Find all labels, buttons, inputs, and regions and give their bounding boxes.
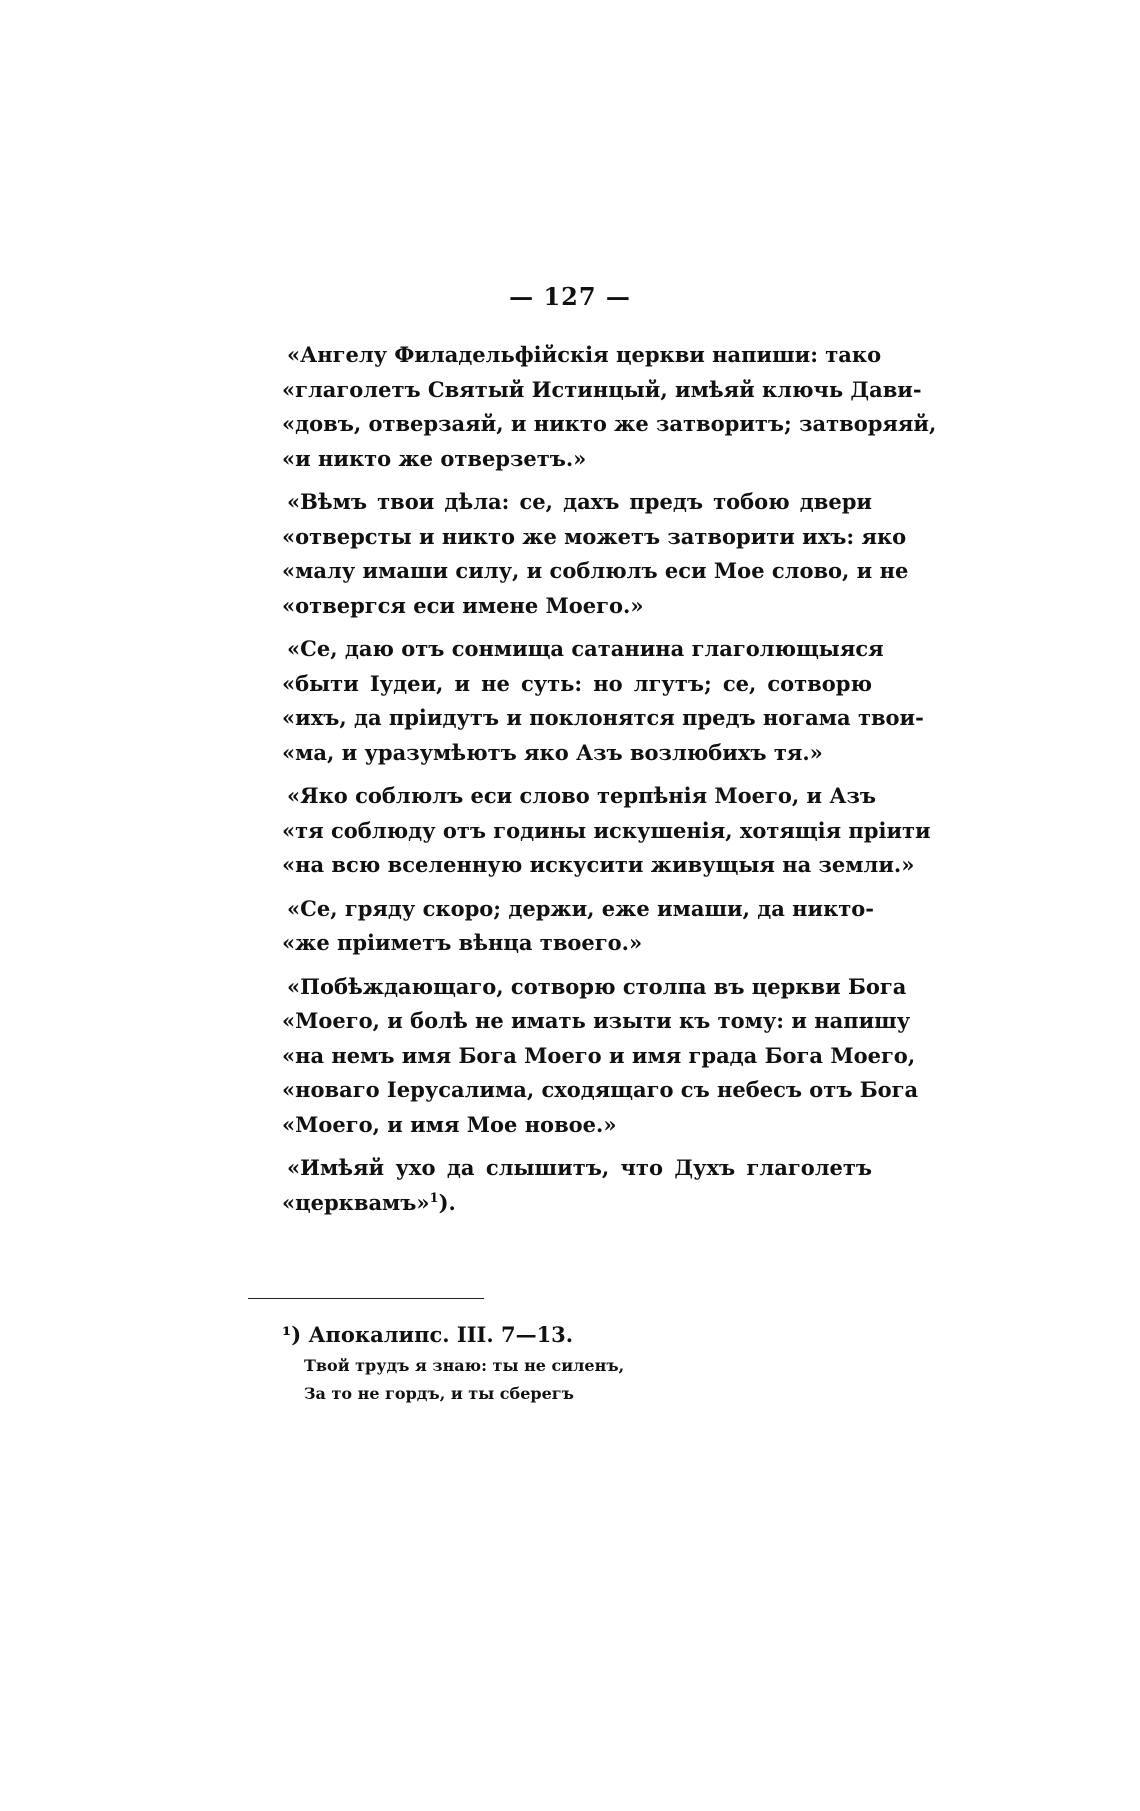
footnote-reference-line	[282, 1318, 702, 1352]
text-line: «Се, даю отъ сонмища сатанина глаголющыяся	[287, 636, 884, 661]
main-text	[282, 338, 937, 1229]
text-line: «Яко соблюлъ еси слово терпѣнія Моего, и Азъ	[287, 783, 877, 808]
text-line: «Моего, и имя Мое новое.»	[282, 1111, 617, 1137]
page-number: — 127 —	[509, 282, 631, 311]
text-line: «отвергся еси имене Моего.»	[282, 592, 644, 618]
footnote-citation: Апокалипс. III. 7—13.	[308, 1322, 574, 1347]
footnote	[282, 1318, 702, 1408]
text-line: «малу имаши силу, и соблюлъ еси Мое слово, и не	[282, 558, 909, 583]
paragraph	[282, 892, 872, 961]
paragraph	[282, 1151, 872, 1220]
text-line: «довъ, отверзаяй, и никто же затворитъ; затворяяй,	[282, 411, 937, 436]
footnote-marker: ¹)	[282, 1322, 302, 1347]
text-line: «быти Іудеи, и не суть: но лгутъ; се, сотворю	[282, 670, 872, 696]
text-line	[282, 1186, 872, 1221]
footnote-divider	[248, 1298, 484, 1299]
text-line: «Побѣждающаго, сотворю столпа въ церкви Бога	[287, 973, 907, 999]
text-line: «Моего, и болѣ не имать изыти къ тому: и напишу	[282, 1008, 911, 1033]
footnote-verse-line: Твой трудъ я знаю: ты не силенъ,	[304, 1356, 625, 1375]
text-line: «на немъ имя Бога Моего и имя града Бога Моего,	[282, 1042, 916, 1068]
text-line: «же пріиметъ вѣнца твоего.»	[282, 930, 643, 955]
text-line: «и никто же отверзетъ.»	[282, 445, 587, 471]
paragraph	[282, 485, 909, 623]
text-line: «ма, и уразумѣютъ яко Азъ возлюбихъ тя.»	[282, 739, 823, 765]
paragraph	[282, 338, 937, 476]
text-fragment: ).	[438, 1189, 456, 1215]
text-line: «Вѣмъ твои дѣла: се, дахъ предъ тобою двери	[287, 489, 872, 514]
text-line: «тя соблюду отъ годины искушенія, хотящія пріити	[282, 817, 931, 843]
text-line: «ихъ, да пріидутъ и поклонятся предъ ногама твои-	[282, 705, 924, 730]
text-line: «глаголетъ Святый Истинцый, имѣяй ключь Дави-	[282, 376, 922, 402]
paragraph	[282, 970, 919, 1143]
text-line: «на всю вселенную искусити живущыя на земли.»	[282, 852, 915, 877]
text-fragment: «церквамъ»	[282, 1189, 430, 1215]
paragraph	[282, 779, 931, 883]
footnote-verse-line: За то не гордъ, и ты сберегъ	[304, 1384, 574, 1403]
text-line: «Имѣяй ухо да слышитъ, что Духъ глаголетъ	[287, 1155, 872, 1180]
text-line: «новаго Іерусалима, сходящаго съ небесъ отъ Бога	[282, 1077, 919, 1102]
text-line: «Се, гряду скоро; держи, еже имаши, да никто-	[287, 895, 874, 921]
text-line: «Ангелу Филадельфійскія церкви напиши: тако	[287, 342, 882, 367]
text-line: «отверсты и никто же можетъ затворити ихъ: яко	[282, 523, 907, 549]
footnote-reference: 1	[429, 1190, 439, 1206]
paragraph	[282, 632, 924, 770]
